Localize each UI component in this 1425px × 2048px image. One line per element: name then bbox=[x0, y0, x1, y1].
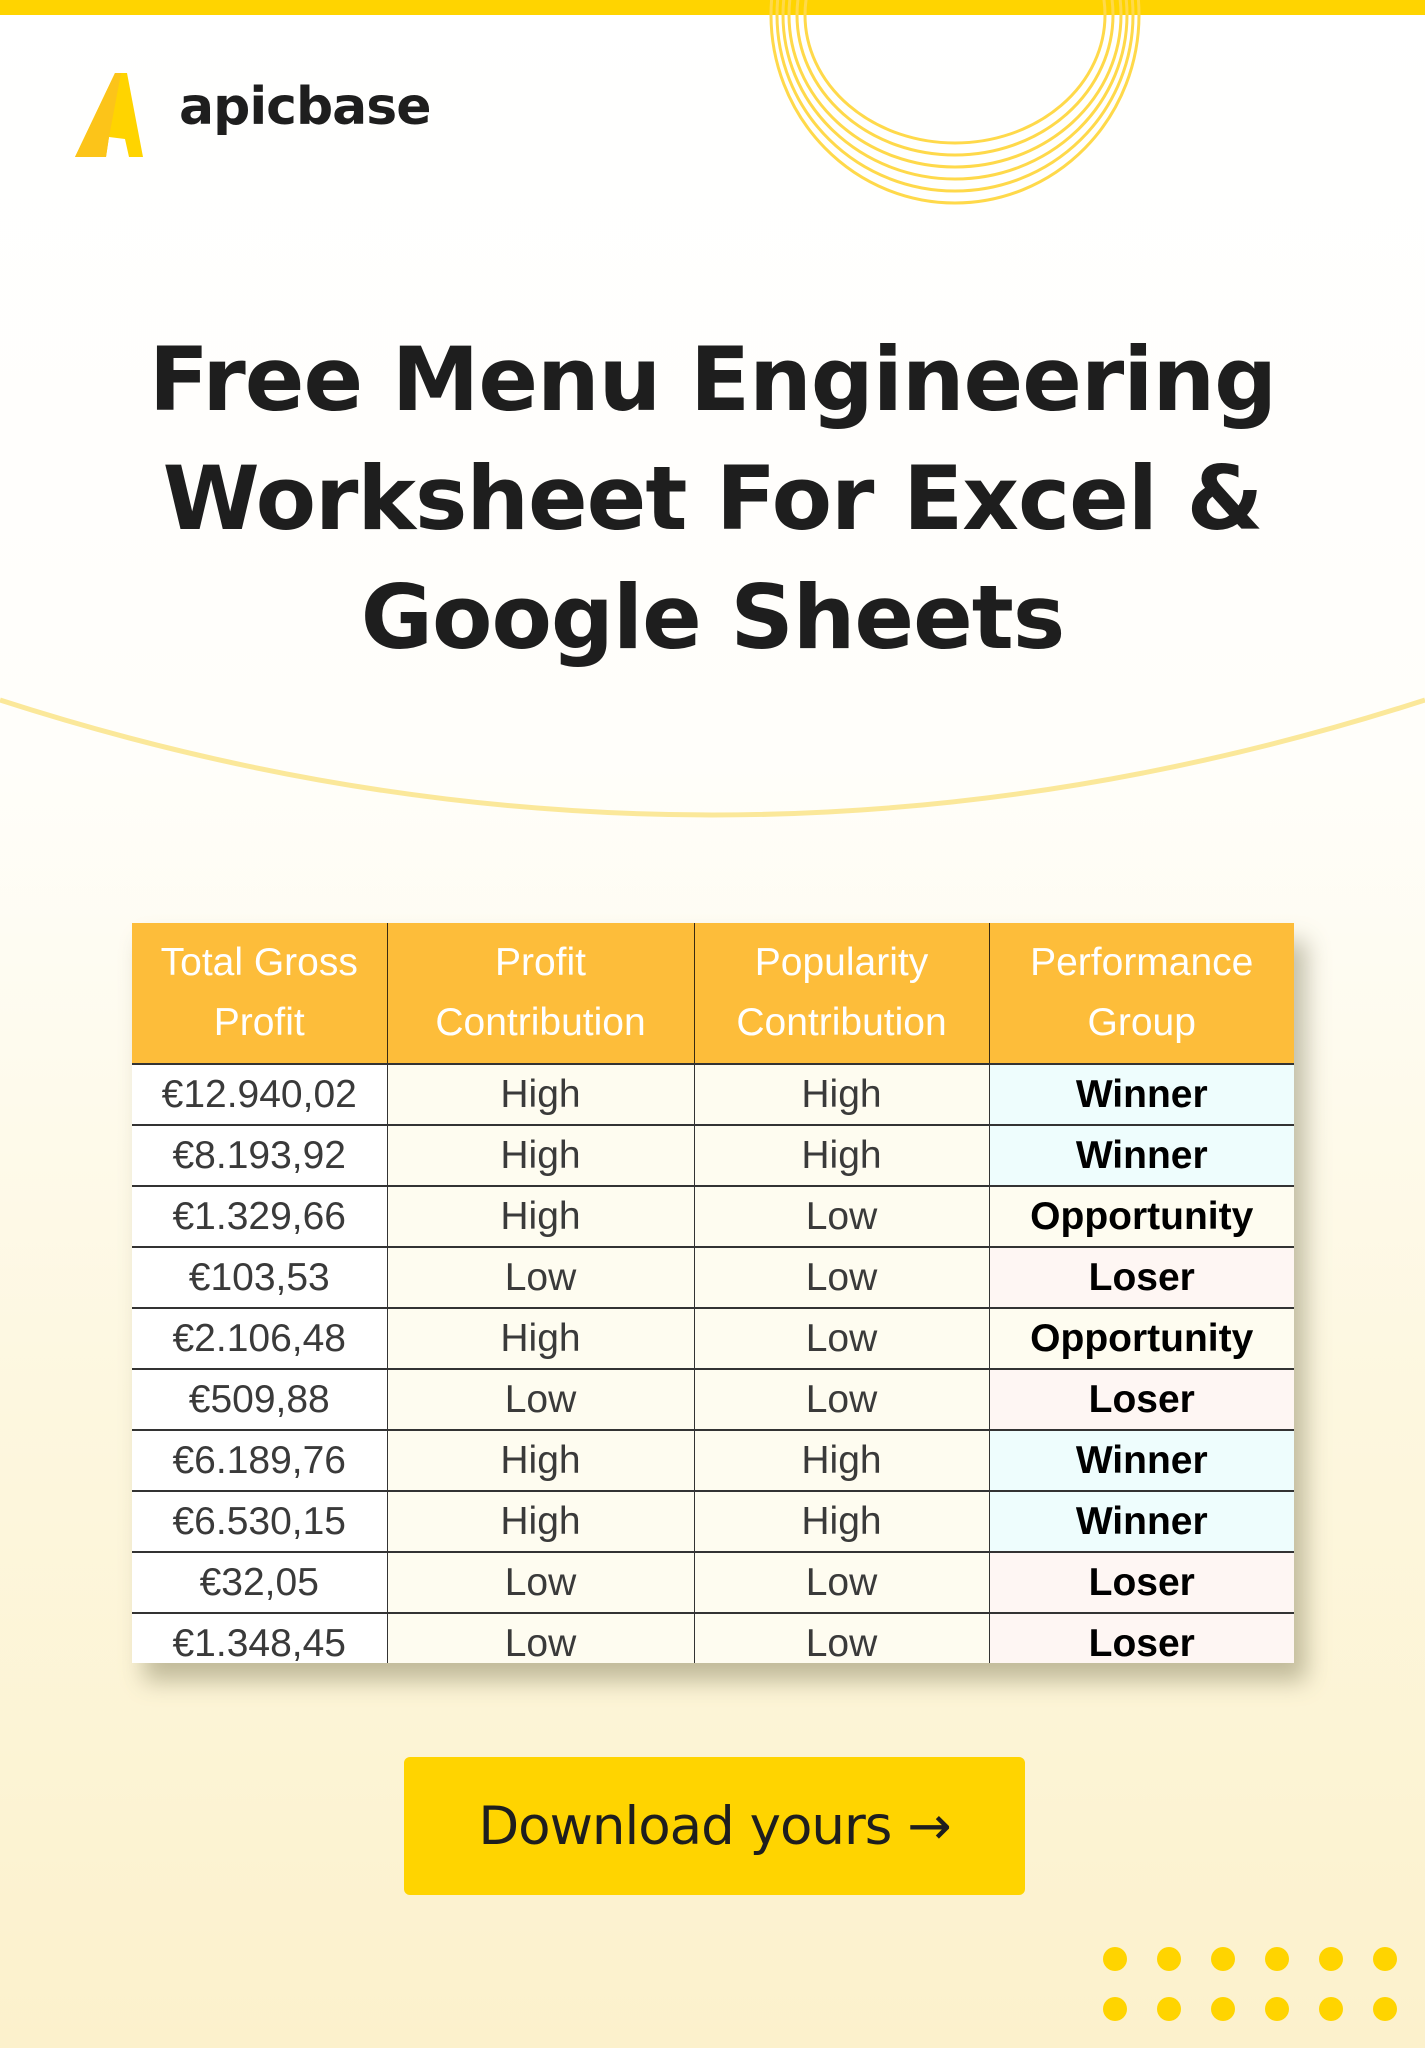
cell-profit-contribution: High bbox=[387, 1064, 694, 1125]
cell-popularity-contribution: Low bbox=[694, 1308, 989, 1369]
top-accent-bar bbox=[0, 0, 1425, 15]
download-button[interactable]: Download yours → bbox=[404, 1757, 1025, 1895]
cell-profit-contribution: High bbox=[387, 1308, 694, 1369]
cell-total-gross-profit: €6.189,76 bbox=[132, 1430, 387, 1491]
table-row bbox=[132, 1491, 1294, 1552]
cell-total-gross-profit: €8.193,92 bbox=[132, 1125, 387, 1186]
cell-profit-contribution: Low bbox=[387, 1613, 694, 1663]
cell-total-gross-profit: €1.348,45 bbox=[132, 1613, 387, 1663]
cell-performance-group: Loser bbox=[989, 1369, 1294, 1430]
cell-performance-group: Winner bbox=[989, 1430, 1294, 1491]
title-line: Worksheet For Excel & bbox=[162, 447, 1263, 550]
dot-icon bbox=[1373, 1997, 1397, 2021]
cell-performance-group: Opportunity bbox=[989, 1308, 1294, 1369]
cell-total-gross-profit: €2.106,48 bbox=[132, 1308, 387, 1369]
cell-performance-group: Winner bbox=[989, 1491, 1294, 1552]
cell-profit-contribution: High bbox=[387, 1186, 694, 1247]
table-row bbox=[132, 1308, 1294, 1369]
cell-popularity-contribution: Low bbox=[694, 1247, 989, 1308]
dot-icon bbox=[1103, 1997, 1127, 2021]
table-row bbox=[132, 1613, 1294, 1663]
decorative-dots bbox=[1103, 1947, 1397, 2021]
cell-performance-group: Loser bbox=[989, 1247, 1294, 1308]
cell-popularity-contribution: Low bbox=[694, 1186, 989, 1247]
apicbase-a-icon bbox=[75, 73, 167, 159]
cell-popularity-contribution: Low bbox=[694, 1369, 989, 1430]
cell-performance-group: Winner bbox=[989, 1125, 1294, 1186]
cell-total-gross-profit: €6.530,15 bbox=[132, 1491, 387, 1552]
cell-profit-contribution: High bbox=[387, 1430, 694, 1491]
cell-profit-contribution: High bbox=[387, 1491, 694, 1552]
cell-profit-contribution: Low bbox=[387, 1552, 694, 1613]
dot-icon bbox=[1103, 1947, 1127, 1971]
header-popularity-contribution: Popularity Contribution bbox=[694, 923, 989, 1064]
cell-performance-group: Loser bbox=[989, 1613, 1294, 1663]
dot-icon bbox=[1211, 1947, 1235, 1971]
dot-icon bbox=[1211, 1997, 1235, 2021]
cell-profit-contribution: High bbox=[387, 1125, 694, 1186]
cell-performance-group: Winner bbox=[989, 1064, 1294, 1125]
header-total-gross-profit: Total Gross Profit bbox=[132, 923, 387, 1064]
cell-popularity-contribution: High bbox=[694, 1125, 989, 1186]
page-title bbox=[0, 320, 1425, 677]
dot-icon bbox=[1265, 1947, 1289, 1971]
title-line: Google Sheets bbox=[360, 566, 1065, 669]
cell-total-gross-profit: €1.329,66 bbox=[132, 1186, 387, 1247]
decorative-curve bbox=[0, 690, 1425, 830]
table-row bbox=[132, 1430, 1294, 1491]
dot-icon bbox=[1373, 1947, 1397, 1971]
header-profit-contribution: Profit Contribution bbox=[387, 923, 694, 1064]
brand-name: apicbase bbox=[179, 77, 431, 137]
title-line: Free Menu Engineering bbox=[148, 328, 1277, 431]
dot-icon bbox=[1157, 1947, 1181, 1971]
cell-popularity-contribution: Low bbox=[694, 1613, 989, 1663]
cell-popularity-contribution: High bbox=[694, 1430, 989, 1491]
cell-performance-group: Opportunity bbox=[989, 1186, 1294, 1247]
table-row bbox=[132, 1186, 1294, 1247]
cell-total-gross-profit: €103,53 bbox=[132, 1247, 387, 1308]
cell-performance-group: Loser bbox=[989, 1552, 1294, 1613]
dot-icon bbox=[1319, 1947, 1343, 1971]
cell-total-gross-profit: €509,88 bbox=[132, 1369, 387, 1430]
cell-profit-contribution: Low bbox=[387, 1369, 694, 1430]
dot-icon bbox=[1157, 1997, 1181, 2021]
table-row bbox=[132, 1552, 1294, 1613]
apicbase-logo[interactable] bbox=[75, 73, 431, 159]
table-row bbox=[132, 1125, 1294, 1186]
table-row bbox=[132, 1064, 1294, 1125]
table-header-row bbox=[132, 923, 1294, 1064]
table-row bbox=[132, 1247, 1294, 1308]
cell-popularity-contribution: Low bbox=[694, 1552, 989, 1613]
cell-profit-contribution: Low bbox=[387, 1247, 694, 1308]
cell-popularity-contribution: High bbox=[694, 1064, 989, 1125]
cell-total-gross-profit: €12.940,02 bbox=[132, 1064, 387, 1125]
cell-total-gross-profit: €32,05 bbox=[132, 1552, 387, 1613]
cell-popularity-contribution: High bbox=[694, 1491, 989, 1552]
decorative-arcs-icon bbox=[760, 0, 1150, 215]
header-performance-group: Performance Group bbox=[989, 923, 1294, 1064]
table-row bbox=[132, 1369, 1294, 1430]
dot-icon bbox=[1319, 1997, 1343, 2021]
menu-engineering-table bbox=[132, 923, 1294, 1663]
dot-icon bbox=[1265, 1997, 1289, 2021]
